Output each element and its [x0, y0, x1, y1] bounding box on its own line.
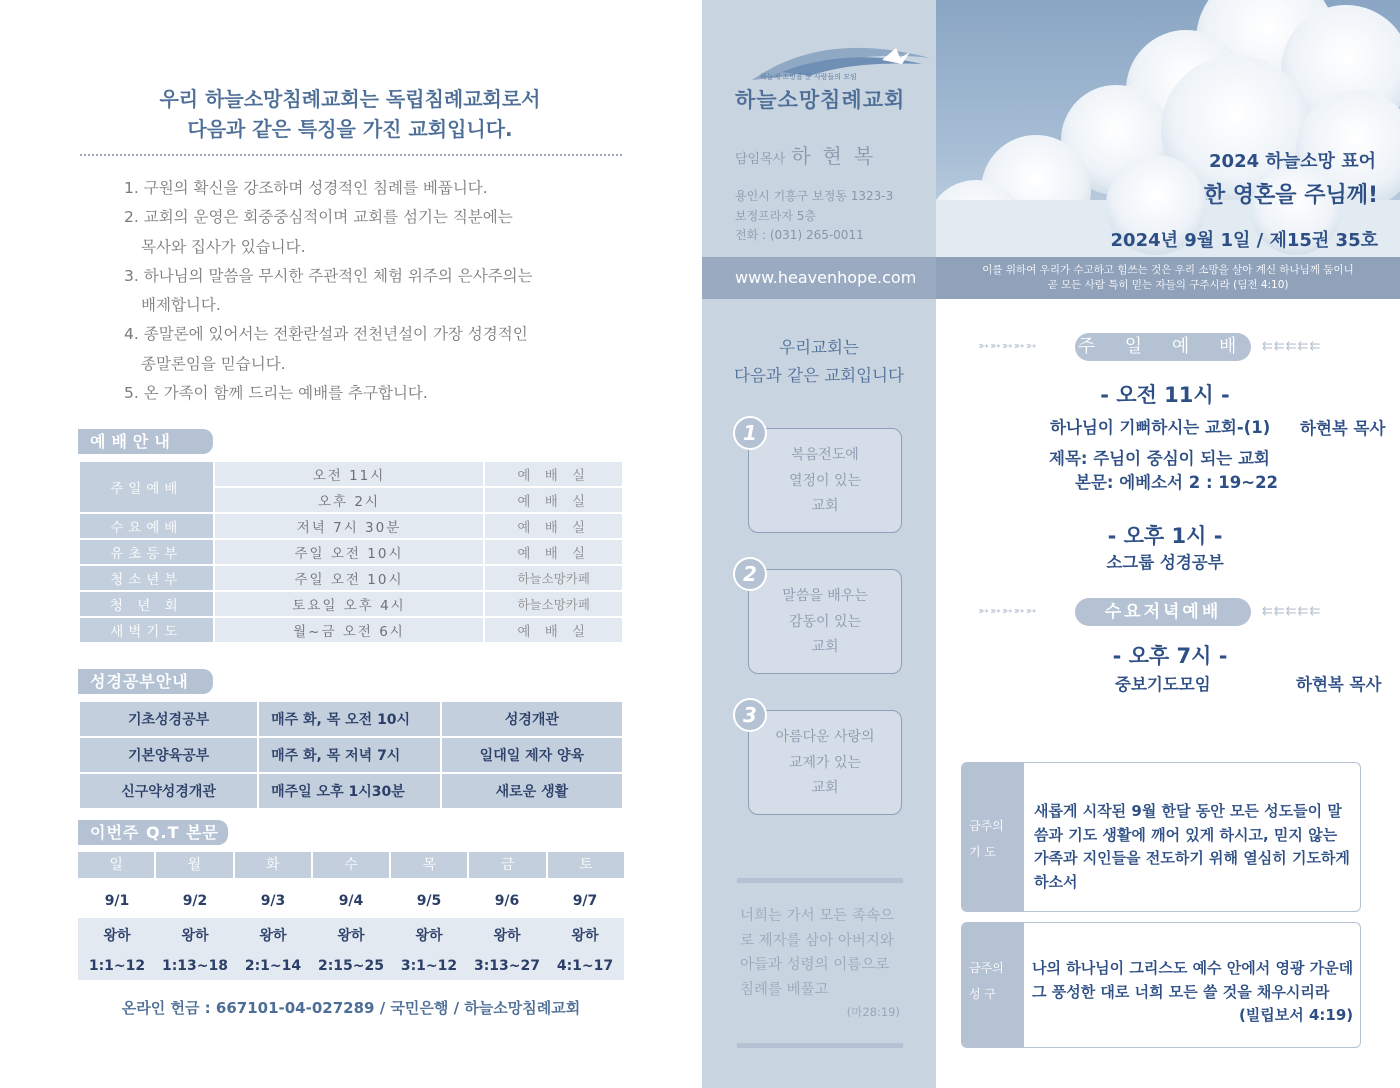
church-address [735, 187, 893, 246]
identity-heading-line: 다음과 같은 교회입니다 [734, 366, 904, 385]
qt-ref: 2:1~14 [244, 958, 302, 974]
identity-text: 교제가 있는 [788, 754, 862, 771]
worship-place: 예 배 실 [484, 487, 623, 513]
prayer-line: 씀과 기도 생활에 깨어 있게 하시고, 믿지 않는 [1034, 825, 1338, 844]
table-row [79, 461, 623, 487]
qt-ref: 3:13~27 [473, 958, 541, 974]
qt-book: 왕하 [493, 928, 521, 944]
sunday-worship-title: 주 일 예 배 [1075, 333, 1251, 361]
qt-ref: 3:1~12 [400, 958, 458, 974]
prayer-line: 가족과 지인들을 전도하기 위해 열심히 기도하게 [1034, 849, 1350, 867]
worship-name: 주일예배 [79, 461, 214, 513]
year-motto-label: 2024 하늘소망 표어 [1209, 151, 1376, 172]
bible-study-table [78, 700, 624, 810]
number-badge-icon: 1 [733, 416, 767, 450]
qt-date: 9/5 [416, 893, 442, 909]
qt-days-row [78, 852, 624, 878]
intro-title-line: 우리 하늘소망침례교회는 독립침례교회로서 [159, 87, 541, 111]
number-badge-icon: 2 [733, 557, 767, 591]
pastor-title: 담임목사 [735, 152, 786, 167]
study-book: 일대일 제자 양육 [441, 737, 623, 773]
worship-place: 예 배 실 [484, 461, 623, 487]
sermon-title: 하나님이 기뻐하시는 교회-(1) [1050, 418, 1271, 437]
worship-name: 청 년 회 [79, 591, 214, 617]
qt-passage [312, 918, 390, 980]
qt-passage [234, 918, 312, 980]
wednesday-worship-title: 수요저녁예배 [1075, 598, 1251, 626]
identity-text: 교회 [811, 780, 839, 796]
identity-text: 교회 [811, 639, 839, 655]
worship-time: 저녁 7시 30분 [214, 513, 485, 539]
great-commission-verse [740, 904, 910, 1002]
identity-heading-line: 우리교회는 [779, 338, 859, 357]
identity-text: 말씀을 배우는 [782, 588, 868, 604]
qt-day: 토 [579, 857, 593, 873]
study-name: 신구약성경개관 [79, 773, 258, 809]
prayer-line: 새롭게 시작된 9월 한달 동안 모든 성도들이 말 [1034, 802, 1342, 820]
qt-book: 왕하 [181, 928, 209, 944]
qt-day: 금 [469, 852, 547, 878]
qt-day: 월 [156, 852, 234, 878]
wednesday-time: - 오후 7시 - [1112, 644, 1228, 668]
verse-line: 너희는 가서 모든 족속으 [740, 908, 894, 924]
double-arrow-right-icon: ➳➳➳➳➳ [978, 339, 1038, 354]
bible-study-label: 성경공부안내 [78, 669, 213, 694]
weekly-prayer-box [961, 762, 1361, 912]
feature-item: 5. 온 가족이 함께 드리는 예배를 추구합니다. [124, 384, 428, 403]
header-verse-line: 곧 모든 사람 특히 믿는 자들의 구주시라 (딤전 4:10) [1047, 279, 1289, 291]
qt-book: 왕하 [103, 928, 131, 944]
divider [737, 1043, 903, 1048]
feature-item-cont: 배제합니다. [141, 296, 221, 315]
worship-place: 예 배 실 [484, 617, 623, 643]
qt-day: 화 [235, 852, 313, 878]
study-book: 성경개관 [441, 701, 623, 737]
side-label-line: 기 도 [969, 845, 996, 859]
worship-time: 주일 오전 10시 [214, 565, 485, 591]
wednesday-program: 중보기도모임 [1115, 675, 1211, 694]
worship-time: 주일 오전 10시 [214, 539, 485, 565]
worship-time: 월~금 오전 6시 [214, 617, 485, 643]
sermon-subject: 제목: 주님이 중심이 되는 교회 [1049, 449, 1270, 468]
table-row [79, 773, 623, 809]
sunday-pm-time: - 오후 1시 - [1107, 524, 1223, 548]
qt-label: 이번주 Q.T 본문 [78, 820, 228, 845]
side-label-line: 금주의 [969, 961, 1004, 975]
church-name: 하늘소망침례교회 [735, 88, 906, 112]
table-row [79, 513, 623, 539]
divider [737, 878, 903, 883]
wednesday-preacher: 하현복 목사 [1296, 675, 1382, 694]
side-label-line: 금주의 [969, 819, 1004, 833]
qt-passage [546, 918, 624, 980]
qt-ref: 2:15~25 [317, 958, 385, 974]
qt-book: 왕하 [337, 928, 365, 944]
identity-text: 교회 [811, 498, 839, 514]
identity-text: 복음전도에 [791, 447, 859, 463]
qt-day: 수 [313, 852, 391, 878]
table-row [79, 565, 623, 591]
worship-time: 오전 11시 [214, 461, 485, 487]
address-line: 용인시 기흥구 보정동 1323-3 [735, 189, 894, 203]
table-row [79, 617, 623, 643]
feature-item-cont: 종말론임을 믿습니다. [141, 354, 286, 373]
worship-name: 수요예배 [79, 513, 214, 539]
weekly-verse-text [1032, 957, 1353, 1028]
verse-line: 로 제자를 삼아 아버지와 [740, 932, 894, 949]
qt-book: 왕하 [571, 928, 599, 944]
issue-date: 2024년 9월 1일 / 제15권 35호 [1110, 230, 1378, 251]
intro-title [80, 84, 620, 144]
number-badge-icon: 3 [733, 698, 767, 732]
identity-text: 감동이 있는 [788, 613, 862, 630]
double-arrow-left-icon: ⇇⇇⇇⇇⇇ [1262, 339, 1322, 354]
worship-time: 오후 2시 [214, 487, 485, 513]
verse-line: 그 풍성한 대로 너희 모든 쓸 것을 채우시리라 [1032, 982, 1330, 1001]
sermon-preacher: 하현복 목사 [1300, 419, 1386, 438]
qt-ref: 1:1~12 [88, 958, 146, 974]
weekly-verse-label [962, 923, 1024, 1047]
qt-ref: 4:1~17 [556, 958, 614, 974]
study-name: 기초성경공부 [79, 701, 258, 737]
weekly-prayer-text [1034, 800, 1350, 894]
address-line: 보정프라자 5층 [735, 208, 817, 223]
qt-passage [390, 918, 468, 980]
church-identity-heading [702, 334, 936, 390]
pastor-name: 하현복 [791, 144, 886, 168]
church-features-list [124, 174, 624, 408]
study-name: 기본양육공부 [79, 737, 258, 773]
sunday-pm-program: 소그룹 성경공부 [1106, 553, 1224, 572]
sermon-passage: 본문: 에베소서 2 : 19~22 [1075, 473, 1279, 492]
study-time: 매주일 오후 1시30분 [258, 773, 441, 809]
qt-book: 왕하 [415, 928, 443, 944]
feature-item: 2. 교회의 운영은 회중중심적이며 교회를 섬기는 직분에는 [124, 208, 513, 227]
feature-item: 3. 하나님의 말씀을 무시한 주관적인 체험 위주의 은사주의는 [124, 266, 533, 285]
worship-time: 토요일 오후 4시 [214, 591, 485, 617]
worship-name: 유초등부 [79, 539, 214, 565]
double-arrow-right-icon: ➳➳➳➳➳ [978, 604, 1038, 619]
church-website-link[interactable]: www.heavenhope.com [735, 268, 917, 287]
qt-date: 9/2 [182, 893, 208, 909]
qt-date: 9/3 [260, 893, 286, 909]
prayer-line: 하소서 [1034, 872, 1078, 891]
verse-line: 아들과 성령의 이름으로 [740, 957, 890, 973]
worship-place: 예 배 실 [484, 539, 623, 565]
qt-dates-row [78, 878, 624, 918]
qt-date: 9/4 [338, 893, 364, 909]
senior-pastor [735, 140, 885, 169]
worship-place: 하늘소망카페 [484, 591, 623, 617]
side-label-line: 성 구 [969, 987, 996, 1001]
phone-line: 전화 : (031) 265-0011 [735, 228, 864, 242]
weekly-prayer-label [962, 763, 1024, 911]
worship-name: 청소년부 [79, 565, 214, 591]
weekly-verse-box [961, 922, 1361, 1048]
worship-name: 새벽기도 [79, 617, 214, 643]
logo-tagline: 하늘에 소망을 둔 사람들의 모임 [760, 73, 857, 81]
identity-text: 열정이 있는 [788, 472, 862, 489]
table-row [79, 701, 623, 737]
cloud-icon [936, 0, 1400, 257]
qt-ref: 1:13~18 [161, 958, 229, 974]
study-book: 새로운 생활 [441, 773, 623, 809]
double-arrow-left-icon: ⇇⇇⇇⇇⇇ [1262, 604, 1322, 619]
study-time: 매주 화, 목 저녁 7시 [258, 737, 441, 773]
table-row [79, 737, 623, 773]
table-row [79, 591, 623, 617]
feature-item: 4. 종말론에 있어서는 전환란설과 전천년설이 가장 성경적인 [124, 325, 528, 344]
identity-text: 아름다운 사랑의 [775, 729, 875, 745]
qt-passage [78, 918, 156, 980]
sunday-am-time: - 오전 11시 - [1100, 383, 1230, 407]
header-verse [936, 263, 1400, 293]
cloud-sky-image [936, 0, 1400, 257]
dotted-divider [80, 154, 622, 156]
header-verse-line: 이를 위하여 우리가 수고하고 힘쓰는 것은 우리 소망을 살아 계신 하나님께 둠이니 [982, 264, 1354, 276]
qt-passage [156, 918, 234, 980]
qt-passage [468, 918, 546, 980]
qt-date: 9/7 [572, 893, 598, 909]
qt-date: 9/6 [494, 893, 520, 909]
worship-guide-label: 예배안내 [78, 429, 213, 454]
feature-item-cont: 목사와 집사가 있습니다. [141, 237, 306, 256]
study-time: 매주 화, 목 오전 10시 [258, 701, 441, 737]
identity-box-3 [748, 710, 902, 815]
identity-box-2 [748, 569, 902, 674]
online-offering-info: 온라인 헌금 : 667101-04-027289 / 국민은행 / 하늘소망침례교회 [121, 999, 581, 1017]
qt-day: 일 [78, 852, 156, 878]
identity-box-1 [748, 428, 902, 533]
worship-place: 예 배 실 [484, 513, 623, 539]
qt-day: 목 [391, 852, 469, 878]
worship-schedule-table [78, 460, 624, 644]
verse-line: 침례를 베풀고 [740, 981, 829, 998]
verse-reference: (빌립보서 4:19) [1238, 1006, 1354, 1024]
verse-line: 나의 하나님이 그리스도 예수 안에서 영광 가운데 [1032, 959, 1354, 977]
table-row [79, 539, 623, 565]
intro-title-line: 다음과 같은 특징을 가진 교회입니다. [187, 117, 513, 141]
feature-item: 1. 구원의 확신을 강조하며 성경적인 침례를 베풉니다. [124, 179, 488, 197]
qt-passages-row [78, 918, 624, 980]
qt-date: 9/1 [104, 893, 130, 909]
year-motto: 한 영혼을 주님께! [1203, 183, 1378, 208]
qt-book: 왕하 [259, 928, 287, 944]
worship-place: 하늘소망카페 [484, 565, 623, 591]
verse-reference: (마28:19) [846, 1005, 900, 1019]
